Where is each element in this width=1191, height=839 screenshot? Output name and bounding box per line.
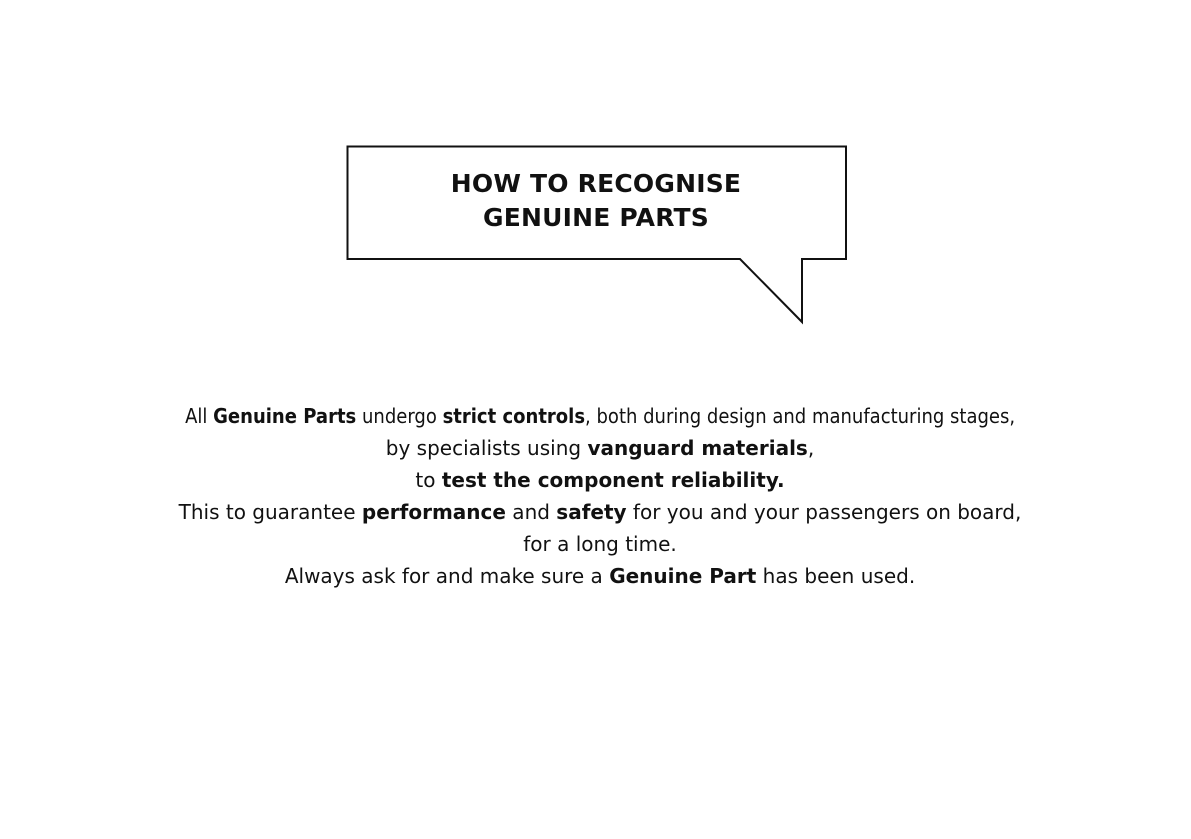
body-line-1 bbox=[95, 400, 1105, 432]
body-line-5 bbox=[95, 528, 1105, 560]
body-text-segment: for you and your passengers on board, bbox=[626, 500, 1022, 524]
body-bold-segment: performance bbox=[361, 500, 506, 524]
body-line-2 bbox=[95, 432, 1105, 464]
page-title-line-2: GENUINE PARTS bbox=[483, 203, 709, 232]
body-text-segment: This to guarantee bbox=[178, 500, 362, 524]
body-paragraph bbox=[95, 400, 1105, 592]
body-text-segment: by specialists using bbox=[385, 436, 588, 460]
body-text-segment: , bbox=[807, 436, 815, 460]
body-text-segment: Always ask for and make sure a bbox=[284, 564, 610, 588]
body-text-segment: , both during design and manufacturing stages, bbox=[584, 404, 1015, 428]
body-text-segment: has been used. bbox=[756, 564, 916, 588]
body-text-segment: and bbox=[505, 500, 557, 524]
body-bold-segment: safety bbox=[556, 500, 627, 524]
body-bold-segment: Genuine Part bbox=[609, 564, 757, 588]
speech-bubble bbox=[346, 145, 848, 325]
body-line-4 bbox=[95, 496, 1105, 528]
page-title-line-1: HOW TO RECOGNISE bbox=[450, 169, 742, 198]
body-text-segment: All bbox=[185, 404, 214, 428]
body-text-segment: undergo bbox=[356, 404, 443, 428]
page-title bbox=[346, 167, 846, 235]
body-line-6 bbox=[95, 560, 1105, 592]
body-line-3 bbox=[95, 464, 1105, 496]
body-bold-segment: vanguard materials bbox=[587, 436, 808, 460]
body-bold-segment: test the component reliability. bbox=[441, 468, 785, 492]
body-bold-segment: strict controls bbox=[442, 404, 585, 428]
body-text-segment: for a long time. bbox=[523, 532, 677, 556]
body-text-segment: to bbox=[415, 468, 442, 492]
body-bold-segment: Genuine Parts bbox=[213, 404, 357, 428]
